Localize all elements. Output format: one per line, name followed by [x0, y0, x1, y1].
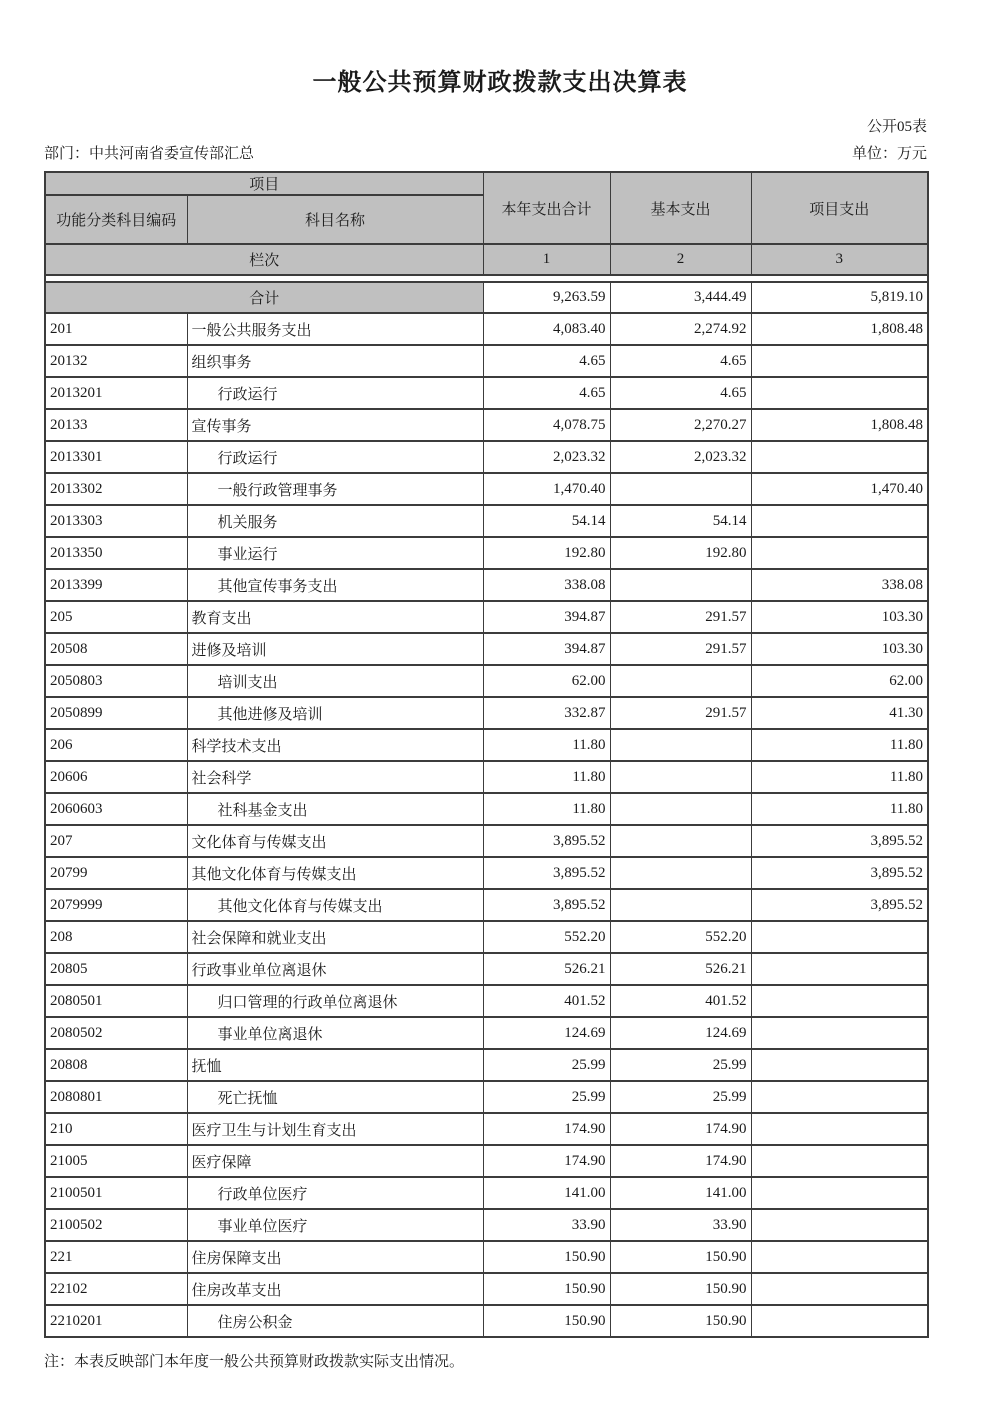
name-cell: 一般行政管理事务 [187, 473, 483, 505]
name-cell: 社会科学 [187, 761, 483, 793]
amount-project-cell [751, 1081, 928, 1113]
table-row [45, 473, 928, 505]
form-code: 公开05表 [866, 119, 927, 135]
amount-total-cell: 4.65 [483, 345, 610, 377]
amount-project-cell: 103.30 [751, 601, 928, 633]
amount-basic-cell: 174.90 [610, 1113, 751, 1145]
amount-project-cell [751, 505, 928, 537]
table-row [45, 825, 928, 857]
amount-total-cell: 11.80 [483, 761, 610, 793]
amount-total-cell: 192.80 [483, 537, 610, 569]
column-index-2: 2 [610, 244, 751, 275]
header-project-group: 项目 [45, 172, 483, 195]
table-row [45, 665, 928, 697]
table-row [45, 1017, 928, 1049]
amount-total-cell: 174.90 [483, 1145, 610, 1177]
table-row [45, 345, 928, 377]
table-row [45, 1209, 928, 1241]
footer-note: 注：本表反映部门本年度一般公共预算财政拨款实际支出情况。 [44, 1354, 465, 1370]
table-row [45, 1241, 928, 1273]
amount-basic-cell: 150.90 [610, 1273, 751, 1305]
name-cell: 抚恤 [187, 1049, 483, 1081]
table-row [45, 921, 928, 953]
code-cell: 2013303 [45, 505, 187, 537]
amount-total-cell: 4.65 [483, 377, 610, 409]
code-cell: 2013201 [45, 377, 187, 409]
amount-project-cell [751, 1049, 928, 1081]
table-row [45, 1049, 928, 1081]
amount-total-cell: 332.87 [483, 697, 610, 729]
column-index-label: 栏次 [45, 244, 483, 275]
amount-basic-cell: 401.52 [610, 985, 751, 1017]
amount-basic-cell [610, 569, 751, 601]
name-cell: 行政运行 [187, 377, 483, 409]
summary-total: 9,263.59 [483, 282, 610, 313]
amount-total-cell: 394.87 [483, 633, 610, 665]
spacer-row [45, 275, 928, 282]
table-row [45, 537, 928, 569]
name-cell: 一般公共服务支出 [187, 313, 483, 345]
amount-project-cell [751, 953, 928, 985]
name-cell: 行政运行 [187, 441, 483, 473]
amount-project-cell: 3,895.52 [751, 857, 928, 889]
column-index-1: 1 [483, 244, 610, 275]
amount-project-cell: 62.00 [751, 665, 928, 697]
column-index-3: 3 [751, 244, 928, 275]
header-col-name: 科目名称 [187, 195, 483, 244]
code-cell: 201 [45, 313, 187, 345]
amount-total-cell: 3,895.52 [483, 857, 610, 889]
amount-project-cell: 3,895.52 [751, 889, 928, 921]
summary-basic: 3,444.49 [610, 282, 751, 313]
amount-basic-cell: 552.20 [610, 921, 751, 953]
expenditure-table [44, 171, 929, 1338]
amount-basic-cell: 2,023.32 [610, 441, 751, 473]
amount-basic-cell: 150.90 [610, 1241, 751, 1273]
amount-total-cell: 3,895.52 [483, 825, 610, 857]
table-row [45, 505, 928, 537]
table-row [45, 313, 928, 345]
name-cell: 事业单位医疗 [187, 1209, 483, 1241]
name-cell: 文化体育与传媒支出 [187, 825, 483, 857]
table-row [45, 857, 928, 889]
amount-basic-cell: 141.00 [610, 1177, 751, 1209]
table-row [45, 1177, 928, 1209]
amount-project-cell [751, 345, 928, 377]
code-cell: 20606 [45, 761, 187, 793]
amount-project-cell [751, 1177, 928, 1209]
table-row [45, 1305, 928, 1337]
code-cell: 20133 [45, 409, 187, 441]
amount-basic-cell: 54.14 [610, 505, 751, 537]
name-cell: 医疗保障 [187, 1145, 483, 1177]
name-cell: 死亡抚恤 [187, 1081, 483, 1113]
amount-basic-cell [610, 729, 751, 761]
amount-total-cell: 33.90 [483, 1209, 610, 1241]
code-cell: 210 [45, 1113, 187, 1145]
summary-row [45, 282, 928, 313]
name-cell: 住房公积金 [187, 1305, 483, 1337]
summary-label: 合计 [45, 282, 483, 313]
amount-total-cell: 124.69 [483, 1017, 610, 1049]
name-cell: 其他文化体育与传媒支出 [187, 857, 483, 889]
amount-total-cell: 1,470.40 [483, 473, 610, 505]
amount-project-cell [751, 1017, 928, 1049]
amount-basic-cell [610, 889, 751, 921]
amount-basic-cell: 291.57 [610, 601, 751, 633]
name-cell: 住房保障支出 [187, 1241, 483, 1273]
amount-project-cell [751, 1113, 928, 1145]
amount-basic-cell: 192.80 [610, 537, 751, 569]
code-cell: 2013301 [45, 441, 187, 473]
amount-project-cell [751, 921, 928, 953]
amount-basic-cell: 25.99 [610, 1081, 751, 1113]
amount-basic-cell: 33.90 [610, 1209, 751, 1241]
amount-total-cell: 62.00 [483, 665, 610, 697]
table-row [45, 1113, 928, 1145]
amount-total-cell: 11.80 [483, 729, 610, 761]
code-cell: 2060603 [45, 793, 187, 825]
table-row [45, 1081, 928, 1113]
amount-basic-cell [610, 665, 751, 697]
table-row [45, 1273, 928, 1305]
table-row [45, 793, 928, 825]
amount-project-cell: 11.80 [751, 793, 928, 825]
name-cell: 其他文化体育与传媒支出 [187, 889, 483, 921]
table-row [45, 377, 928, 409]
unit-label: 单位：万元 [851, 146, 927, 162]
header-row-project [45, 172, 928, 195]
name-cell: 社科基金支出 [187, 793, 483, 825]
amount-total-cell: 54.14 [483, 505, 610, 537]
amount-project-cell: 41.30 [751, 697, 928, 729]
header-col-basic: 基本支出 [610, 172, 751, 244]
amount-basic-cell: 124.69 [610, 1017, 751, 1049]
table-row [45, 1145, 928, 1177]
amount-project-cell: 103.30 [751, 633, 928, 665]
amount-project-cell [751, 377, 928, 409]
amount-project-cell [751, 1145, 928, 1177]
table-row [45, 569, 928, 601]
code-cell: 2100501 [45, 1177, 187, 1209]
table-row [45, 633, 928, 665]
amount-basic-cell: 4.65 [610, 345, 751, 377]
code-cell: 22102 [45, 1273, 187, 1305]
department-label: 部门：中共河南省委宣传部汇总 [44, 146, 255, 162]
header-col-project: 项目支出 [751, 172, 928, 244]
amount-basic-cell: 25.99 [610, 1049, 751, 1081]
header-col-code: 功能分类科目编码 [45, 195, 187, 244]
code-cell: 206 [45, 729, 187, 761]
amount-basic-cell [610, 825, 751, 857]
name-cell: 科学技术支出 [187, 729, 483, 761]
table-row [45, 729, 928, 761]
table-row [45, 761, 928, 793]
amount-project-cell: 3,895.52 [751, 825, 928, 857]
code-cell: 20132 [45, 345, 187, 377]
name-cell: 教育支出 [187, 601, 483, 633]
amount-total-cell: 552.20 [483, 921, 610, 953]
amount-project-cell: 11.80 [751, 729, 928, 761]
amount-basic-cell: 526.21 [610, 953, 751, 985]
name-cell: 培训支出 [187, 665, 483, 697]
amount-total-cell: 150.90 [483, 1241, 610, 1273]
amount-total-cell: 174.90 [483, 1113, 610, 1145]
amount-basic-cell: 4.65 [610, 377, 751, 409]
table-row [45, 889, 928, 921]
amount-total-cell: 25.99 [483, 1081, 610, 1113]
amount-basic-cell [610, 473, 751, 505]
code-cell: 2079999 [45, 889, 187, 921]
name-cell: 行政事业单位离退休 [187, 953, 483, 985]
table-row [45, 409, 928, 441]
table-row [45, 697, 928, 729]
name-cell: 其他进修及培训 [187, 697, 483, 729]
name-cell: 组织事务 [187, 345, 483, 377]
amount-project-cell: 338.08 [751, 569, 928, 601]
name-cell: 机关服务 [187, 505, 483, 537]
amount-project-cell [751, 1209, 928, 1241]
amount-basic-cell: 2,274.92 [610, 313, 751, 345]
code-cell: 2080501 [45, 985, 187, 1017]
name-cell: 社会保障和就业支出 [187, 921, 483, 953]
amount-basic-cell: 150.90 [610, 1305, 751, 1337]
code-cell: 2080801 [45, 1081, 187, 1113]
table-row [45, 441, 928, 473]
code-cell: 2013350 [45, 537, 187, 569]
page-title: 一般公共预算财政拨款支出决算表 [312, 70, 688, 96]
name-cell: 进修及培训 [187, 633, 483, 665]
code-cell: 2210201 [45, 1305, 187, 1337]
amount-project-cell: 1,808.48 [751, 409, 928, 441]
amount-total-cell: 394.87 [483, 601, 610, 633]
amount-project-cell: 1,470.40 [751, 473, 928, 505]
amount-basic-cell: 291.57 [610, 633, 751, 665]
amount-project-cell [751, 441, 928, 473]
name-cell: 事业单位离退休 [187, 1017, 483, 1049]
code-cell: 20508 [45, 633, 187, 665]
amount-total-cell: 338.08 [483, 569, 610, 601]
code-cell: 221 [45, 1241, 187, 1273]
code-cell: 2080502 [45, 1017, 187, 1049]
amount-total-cell: 150.90 [483, 1273, 610, 1305]
code-cell: 2050899 [45, 697, 187, 729]
amount-project-cell [751, 537, 928, 569]
code-cell: 205 [45, 601, 187, 633]
code-cell: 20808 [45, 1049, 187, 1081]
amount-project-cell [751, 985, 928, 1017]
amount-basic-cell: 291.57 [610, 697, 751, 729]
code-cell: 20805 [45, 953, 187, 985]
name-cell: 归口管理的行政单位离退休 [187, 985, 483, 1017]
table-row [45, 953, 928, 985]
amount-total-cell: 11.80 [483, 793, 610, 825]
code-cell: 2050803 [45, 665, 187, 697]
amount-basic-cell [610, 857, 751, 889]
code-cell: 2013399 [45, 569, 187, 601]
code-cell: 2100502 [45, 1209, 187, 1241]
table-head [45, 172, 928, 313]
amount-total-cell: 4,083.40 [483, 313, 610, 345]
amount-project-cell [751, 1273, 928, 1305]
name-cell: 事业运行 [187, 537, 483, 569]
amount-basic-cell: 2,270.27 [610, 409, 751, 441]
amount-total-cell: 401.52 [483, 985, 610, 1017]
table-body [45, 313, 928, 1337]
name-cell: 医疗卫生与计划生育支出 [187, 1113, 483, 1145]
name-cell: 住房改革支出 [187, 1273, 483, 1305]
amount-basic-cell: 174.90 [610, 1145, 751, 1177]
code-cell: 20799 [45, 857, 187, 889]
header-col-total: 本年支出合计 [483, 172, 610, 244]
name-cell: 行政单位医疗 [187, 1177, 483, 1209]
code-cell: 207 [45, 825, 187, 857]
amount-basic-cell [610, 761, 751, 793]
amount-project-cell [751, 1305, 928, 1337]
table-row [45, 985, 928, 1017]
code-cell: 21005 [45, 1145, 187, 1177]
amount-total-cell: 526.21 [483, 953, 610, 985]
spacer-cell [45, 275, 928, 282]
amount-total-cell: 2,023.32 [483, 441, 610, 473]
code-cell: 208 [45, 921, 187, 953]
summary-project: 5,819.10 [751, 282, 928, 313]
amount-total-cell: 150.90 [483, 1305, 610, 1337]
amount-basic-cell [610, 793, 751, 825]
amount-total-cell: 25.99 [483, 1049, 610, 1081]
name-cell: 宣传事务 [187, 409, 483, 441]
amount-project-cell: 1,808.48 [751, 313, 928, 345]
amount-total-cell: 3,895.52 [483, 889, 610, 921]
amount-project-cell [751, 1241, 928, 1273]
amount-project-cell: 11.80 [751, 761, 928, 793]
column-index-row [45, 244, 928, 275]
amount-total-cell: 141.00 [483, 1177, 610, 1209]
name-cell: 其他宣传事务支出 [187, 569, 483, 601]
amount-total-cell: 4,078.75 [483, 409, 610, 441]
code-cell: 2013302 [45, 473, 187, 505]
table-row [45, 601, 928, 633]
